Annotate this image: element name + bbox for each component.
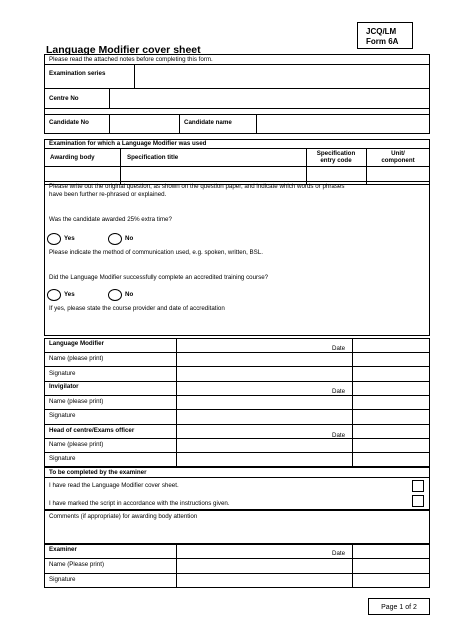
col-unit-line1: Unit/ xyxy=(391,150,405,157)
col-spec-code-line2: entry code xyxy=(320,157,352,164)
form-id-line2: Form 6A xyxy=(366,37,399,46)
marked-statement: I have marked the script in accordance with the instructions given. xyxy=(49,500,230,507)
examiner-heading: Examiner xyxy=(49,546,77,553)
read-statement: I have read the Language Modifier cover sheet. xyxy=(49,482,179,489)
invigilator-signature-label: Signature xyxy=(49,412,76,419)
invigilator-signature-field[interactable] xyxy=(177,410,352,423)
examiner-signature-label: Signature xyxy=(49,576,76,583)
exam-table-heading: Examination for which a Language Modifier was used xyxy=(49,140,207,147)
extra-time-question: Was the candidate awarded 25% extra time? xyxy=(49,216,172,223)
lm-heading: Language Modifier xyxy=(49,340,105,347)
training-question: Did the Language Modifier successfully complete an accredited training course? xyxy=(49,274,269,281)
centre-no-field[interactable] xyxy=(109,89,430,108)
lm-name-label: Name (please print) xyxy=(49,355,104,362)
head-of-centre-heading: Head of centre/Exams officer xyxy=(49,427,135,434)
extra-time-yes-radio[interactable] xyxy=(47,233,61,245)
lm-date-label: Date xyxy=(332,345,346,352)
invigilator-name-label: Name (please print) xyxy=(49,398,104,405)
form-id-line1: JCQ/LM xyxy=(366,27,397,36)
examination-series-field[interactable] xyxy=(134,65,430,88)
head-signature-label: Signature xyxy=(49,455,76,462)
examiner-name-field[interactable] xyxy=(177,559,352,573)
examiner-date-label: Date xyxy=(332,550,346,557)
original-question-text-1: Please write out the original question, as shown on the question paper, and indicate which words or phrases xyxy=(49,183,345,190)
lm-name-field[interactable] xyxy=(177,353,352,366)
examiner-name-label: Name (Please print) xyxy=(49,561,105,568)
read-statement-checkbox[interactable] xyxy=(412,480,424,492)
page-number: Page 1 of 2 xyxy=(381,604,417,611)
page-title: Language Modifier cover sheet xyxy=(46,44,201,56)
examination-series-label: Examination series xyxy=(49,70,106,77)
training-no-radio[interactable] xyxy=(108,289,122,301)
provider-question: If yes, please state the course provider and date of accreditation xyxy=(49,305,225,312)
page-number-box xyxy=(368,598,430,615)
comments-box[interactable] xyxy=(44,510,430,544)
training-yes-label: Yes xyxy=(64,291,75,298)
candidate-name-label: Candidate name xyxy=(184,119,232,126)
head-name-field[interactable] xyxy=(177,439,352,452)
training-no-label: No xyxy=(125,291,134,298)
col-spec-code-line1: Specification xyxy=(316,150,356,157)
candidate-no-label: Candidate No xyxy=(49,119,89,126)
questions-box xyxy=(44,181,430,336)
extra-time-no-label: No xyxy=(125,235,134,242)
extra-time-no-radio[interactable] xyxy=(108,233,122,245)
communication-question: Please indicate the method of communication used, e.g. spoken, written, BSL. xyxy=(49,249,263,256)
notice-text: Please read the attached notes before completing this form. xyxy=(49,56,213,63)
comments-label: Comments (if appropriate) for awarding body attention xyxy=(49,513,198,520)
invigilator-date-label: Date xyxy=(332,388,346,395)
head-signature-field[interactable] xyxy=(177,453,352,466)
col-specification-title: Specification title xyxy=(127,154,179,161)
lm-signature-field[interactable] xyxy=(177,367,352,380)
centre-no-label: Centre No xyxy=(49,95,79,102)
examiner-section-heading: To be completed by the examiner xyxy=(49,469,147,476)
form-id-box xyxy=(357,22,413,49)
marked-statement-checkbox[interactable] xyxy=(412,495,424,507)
candidate-name-field[interactable] xyxy=(256,115,430,134)
invigilator-heading: Invigilator xyxy=(49,383,79,390)
lm-signature-label: Signature xyxy=(49,370,76,377)
col-unit-line2: component xyxy=(381,157,415,164)
extra-time-yes-label: Yes xyxy=(64,235,75,242)
head-date-label: Date xyxy=(332,432,346,439)
head-name-label: Name (please print) xyxy=(49,441,104,448)
candidate-no-field[interactable] xyxy=(109,115,180,134)
examiner-signature-field[interactable] xyxy=(177,574,352,587)
col-awarding-body: Awarding body xyxy=(50,154,95,161)
original-question-text-2: have been further re-phrased or explained. xyxy=(49,191,167,198)
training-yes-radio[interactable] xyxy=(47,289,61,301)
invigilator-name-field[interactable] xyxy=(177,396,352,409)
